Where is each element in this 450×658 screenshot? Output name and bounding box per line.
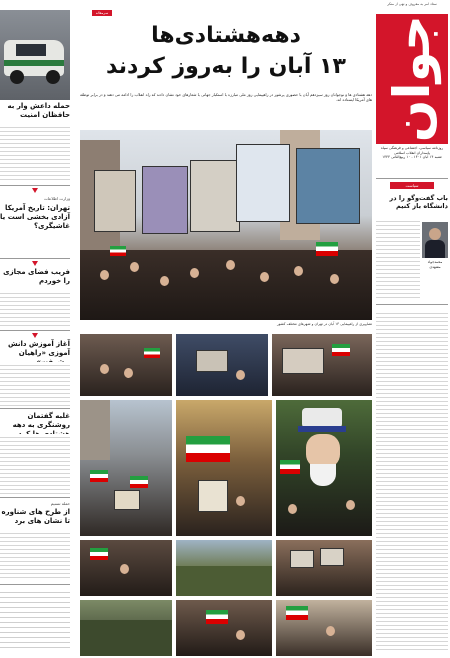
left-story-1-body <box>0 124 70 182</box>
grid-photo-1 <box>80 334 172 396</box>
left-story-2-title[interactable]: تهران: تاریخ آمریکا آزادی بخشی است یا غاشیگری؟ <box>0 204 70 230</box>
grid-photo-6 <box>276 400 372 536</box>
triangle-marker-icon <box>32 188 38 193</box>
left-story-5-body <box>0 434 70 494</box>
masthead-top-line: ستاد امر به معروف و نهی از منکر <box>387 2 437 6</box>
main-lede: دهه هشتادی ها و نوجوانان روز سیزدهم آبان با حضوری پرشور در راهپیمایی روز ملی مبارزه با استکبار جهانی با شعارهای خود نشان دادند که راه انقلاب را ادامه می دهند و در برابر توطئه های آمریکا ایستاده اند. <box>80 92 372 103</box>
left-divider-2 <box>0 258 70 259</box>
right-story-title[interactable]: باب گفت‌وگو را در دانشگاه باز کنیم <box>389 194 448 210</box>
main-headline-line-1[interactable]: دهه‌هشتادی‌ها <box>151 23 301 48</box>
masthead-date: شنبه ۱۴ آبان ۱۴۰۱ - ۱۰ ربیع‌الثانی ۱۴۴۴ <box>382 155 442 160</box>
right-column-filler <box>376 310 448 650</box>
left-story-3-title[interactable]: فریب فضای مجازی را خوردم <box>3 268 70 285</box>
masthead-divider <box>376 178 448 179</box>
right-story-body-lines <box>376 218 420 298</box>
main-photo-caption: تصاویری از راهپیمایی ۱۳ آبان در تهران و شهرهای مختلف کشور <box>276 322 372 326</box>
left-story-6-body <box>0 530 70 580</box>
main-rally-photo <box>80 130 372 320</box>
left-divider-3 <box>0 330 70 331</box>
triangle-marker-icon <box>32 333 38 338</box>
right-story-divider <box>376 304 448 305</box>
grid-photo-3 <box>272 334 372 396</box>
left-story-2-kicker: وزارت اطلاعات <box>44 196 70 201</box>
grid-photo-11 <box>176 600 272 656</box>
left-story-4-title[interactable]: آغاز آموزش دانش آموزی «راهیان <box>7 340 70 357</box>
left-divider-4 <box>0 408 70 409</box>
left-story-6-title[interactable]: از طرح های شناوره تا نشان های برد <box>1 508 70 525</box>
left-divider-5 <box>0 497 70 498</box>
left-story-5-title[interactable]: غلبه گفتمان روشنگری به دهه <box>12 412 70 429</box>
left-divider-1 <box>0 185 70 186</box>
grid-photo-12 <box>276 600 372 656</box>
left-photo-police-car <box>0 10 70 100</box>
left-story-1-title[interactable]: حمله داعش وار به حافظان امنیت <box>7 102 70 119</box>
grid-photo-7 <box>80 540 172 596</box>
grid-photo-9 <box>276 540 372 596</box>
left-story-4-body <box>0 362 70 406</box>
masthead-logo-box <box>376 14 448 144</box>
grid-photo-8 <box>176 540 272 596</box>
grid-photo-5 <box>176 400 272 536</box>
masthead-info <box>376 146 448 160</box>
grid-photo-4 <box>80 400 172 536</box>
right-story-tag: سیاست <box>390 182 434 189</box>
masthead-logo: جوان <box>383 15 441 143</box>
grid-photo-2 <box>176 334 268 396</box>
left-story-6-kicker: حمله تسنیم <box>50 501 70 506</box>
right-story-caption: محمدجواد مشهدی <box>427 260 443 269</box>
masthead-publisher: روزنامه سیاسی، اجتماعی و فرهنگی سپاه پاسداران انقلاب اسلامی <box>380 146 444 155</box>
main-tag: سرمقاله <box>92 10 112 16</box>
left-divider-6 <box>0 584 70 585</box>
left-story-3-body <box>0 290 70 326</box>
grid-photo-10 <box>80 600 172 656</box>
triangle-marker-icon <box>32 261 38 266</box>
left-bottom-list <box>0 588 70 652</box>
right-story-portrait <box>422 222 448 258</box>
main-headline-line-2[interactable]: ۱۳ آبان را به‌روز کردند <box>106 54 346 79</box>
